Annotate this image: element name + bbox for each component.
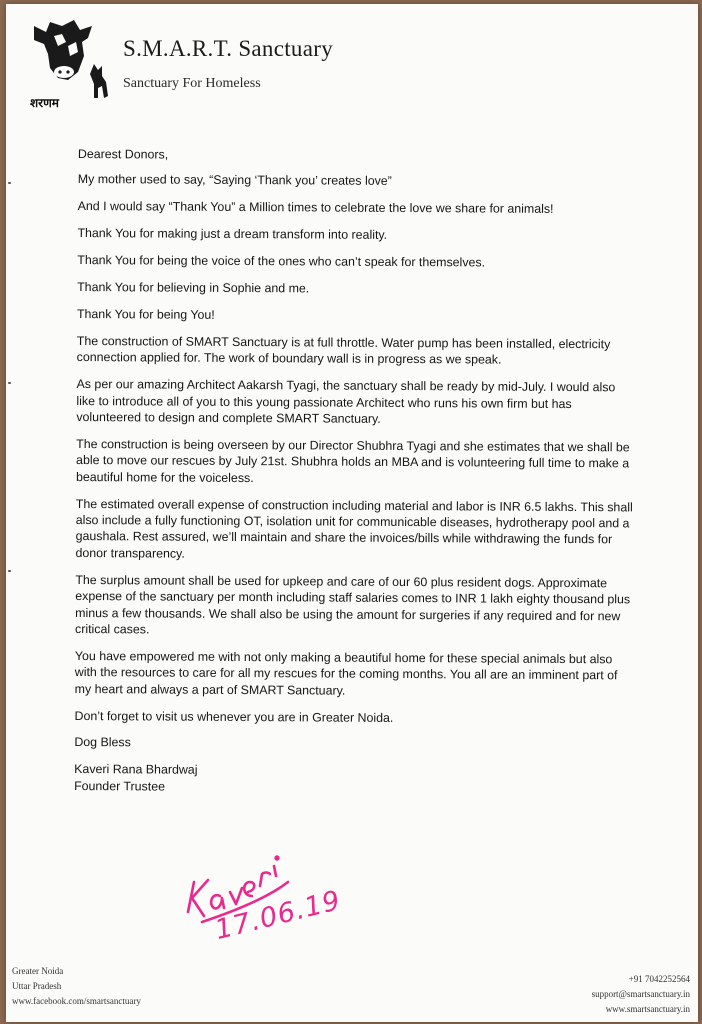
paragraph: As per our amazing Architect Aakarsh Tyagi, the sanctuary shall be ready by mid-July. I would also like to introduce all of you to this young passionate Architect who runs his own firm but has volunteered to design and complete SMART Sanctuary. — [76, 377, 616, 426]
signer-block — [74, 761, 634, 797]
footer-email: support@smartsanctuary.in — [591, 989, 690, 999]
footer-phone: +91 7042252564 — [628, 974, 690, 984]
organization-name: S.M.A.R.T. Sanctuary — [123, 36, 334, 61]
paragraph: Thank You for making just a dream transform into reality. — [77, 226, 388, 243]
paragraph: The surplus amount shall be used for upkeep and care of our 60 plus resident dogs. Approximate expense of the sanctuary per month including staff salaries comes to INR 1 lakh eighty thousand plus minus a few thousands. We shall also be using the amount for surgeries if any required and for new critical cases. — [75, 572, 631, 637]
margin-mark — [8, 182, 11, 184]
footer-city: Greater Noida — [12, 966, 64, 976]
paragraph: The construction is being overseen by our Director Shubhra Tyagi and she estimates that we shall be able to move our rescues by July 21st. Shubhra holds an MBA and is volunteering full time to make a beautiful home for the voiceless. — [75, 436, 630, 485]
footer-address — [12, 964, 141, 1009]
closing: Dog Bless — [74, 735, 131, 750]
paragraph: Don’t forget to visit us whenever you are in Greater Noida. — [74, 708, 394, 725]
signer-title: Founder Trustee — [74, 778, 166, 794]
letter-body — [74, 146, 638, 798]
paragraph: And I would say “Thank You” a Million times to celebrate the love we share for animals! — [77, 199, 554, 217]
footer-website: www.smartsanctuary.in — [605, 1004, 690, 1014]
paragraph: Thank You for being the voice of the ones who can’t speak for themselves. — [77, 253, 486, 270]
letter-sheet — [6, 4, 698, 1022]
paragraph: My mother used to say, “Saying ‘Thank you’ creates love” — [77, 172, 392, 189]
footer-facebook: www.facebook.com/smartsanctuary — [12, 996, 141, 1006]
paragraph: You have empowered me with not only making a beautiful home for these special animals but also with the resources to care for all my rescues for the coming months. You all are an imminent part of my heart and always a part of SMART Sanctuary. — [74, 648, 618, 698]
signature-date: 17.06.19 — [212, 884, 344, 947]
margin-mark — [8, 382, 11, 384]
margin-mark — [8, 570, 11, 572]
paragraph: Thank You for believing in Sophie and me. — [77, 280, 310, 296]
logo-devanagari-text: शरणम — [30, 96, 59, 110]
organization-tagline: Sanctuary For Homeless — [123, 76, 261, 91]
salutation: Dearest Donors, — [77, 146, 169, 162]
paragraph: The estimated overall expense of construction including material and labor is INR 6.5 lakhs. This shall also include a fully functioning OT, isolation unit for communicable diseases, hydrotherapy pool and a gaushala. Rest assured, we’ll maintain and share the invoices/bills while withdrawing the funds for donor transparency. — [75, 496, 633, 561]
paragraph: The construction of SMART Sanctuary is at full throttle. Water pump has been installed, electricity connection applied for. The work of boundary wall is in progress as we speak. — [76, 333, 611, 367]
paragraph: Thank You for being You! — [76, 306, 215, 322]
signer-name: Kaveri Rana Bhardwaj — [74, 762, 198, 778]
footer-contact — [592, 972, 690, 1017]
footer-state: Uttar Pradesh — [12, 981, 62, 991]
